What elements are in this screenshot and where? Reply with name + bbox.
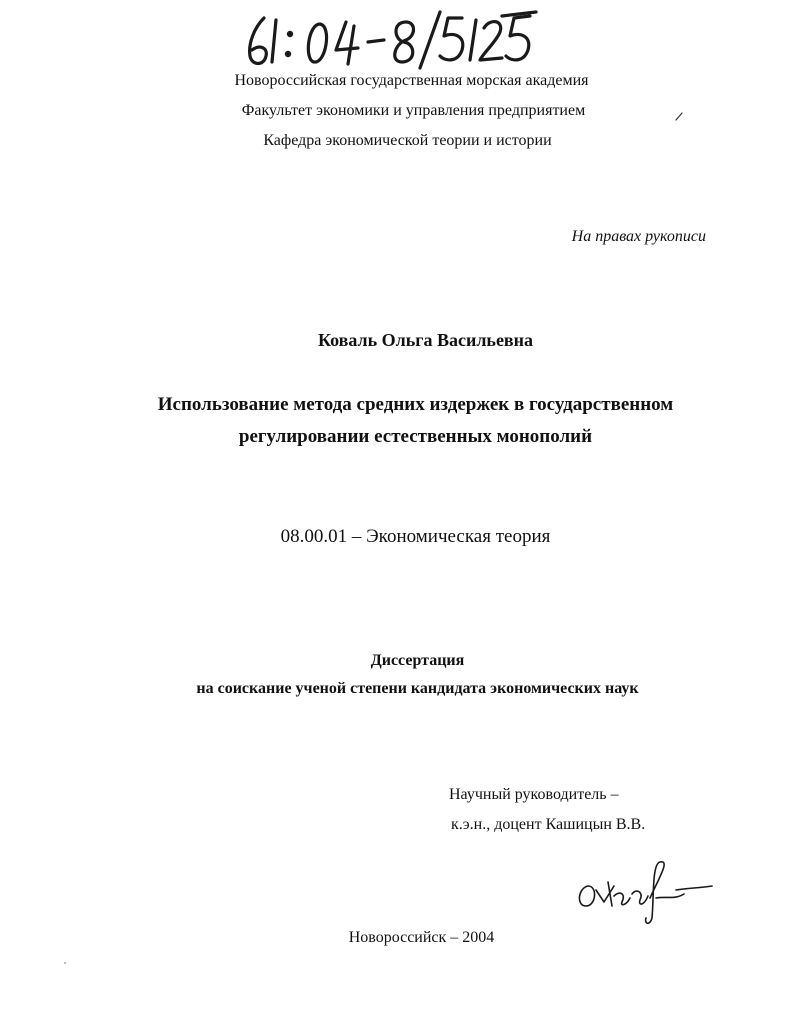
scan-speck (64, 962, 66, 964)
advisor-role: Научный руководитель – (449, 786, 619, 803)
pencil-mark-icon (675, 108, 683, 118)
city-and-year: Новороссийск – 2004 (348, 929, 495, 946)
faculty-name: Факультет экономики и управления предприятием (241, 102, 586, 119)
handwritten-library-code-icon (240, 4, 540, 72)
document-type: Диссертация (370, 652, 465, 669)
dissertation-title-line-1: Использование метода средних издержек в государственном (157, 394, 674, 415)
academy-name: Новороссийская государственная морская академия (234, 72, 589, 89)
specialty-code: 08.00.01 – Экономическая теория (280, 526, 551, 547)
author-name: Коваль Ольга Васильевна (317, 330, 534, 350)
manuscript-note: На правах рукописи (571, 228, 706, 245)
advisor-name: к.э.н., доцент Кашицын В.В. (451, 816, 646, 833)
degree-statement: на соискание ученой степени кандидата экономических наук (196, 680, 639, 697)
department-name: Кафедра экономической теории и истории (263, 132, 552, 149)
dissertation-title-line-2: регулировании естественных монополий (238, 426, 593, 447)
handwritten-signature-icon (574, 856, 714, 928)
